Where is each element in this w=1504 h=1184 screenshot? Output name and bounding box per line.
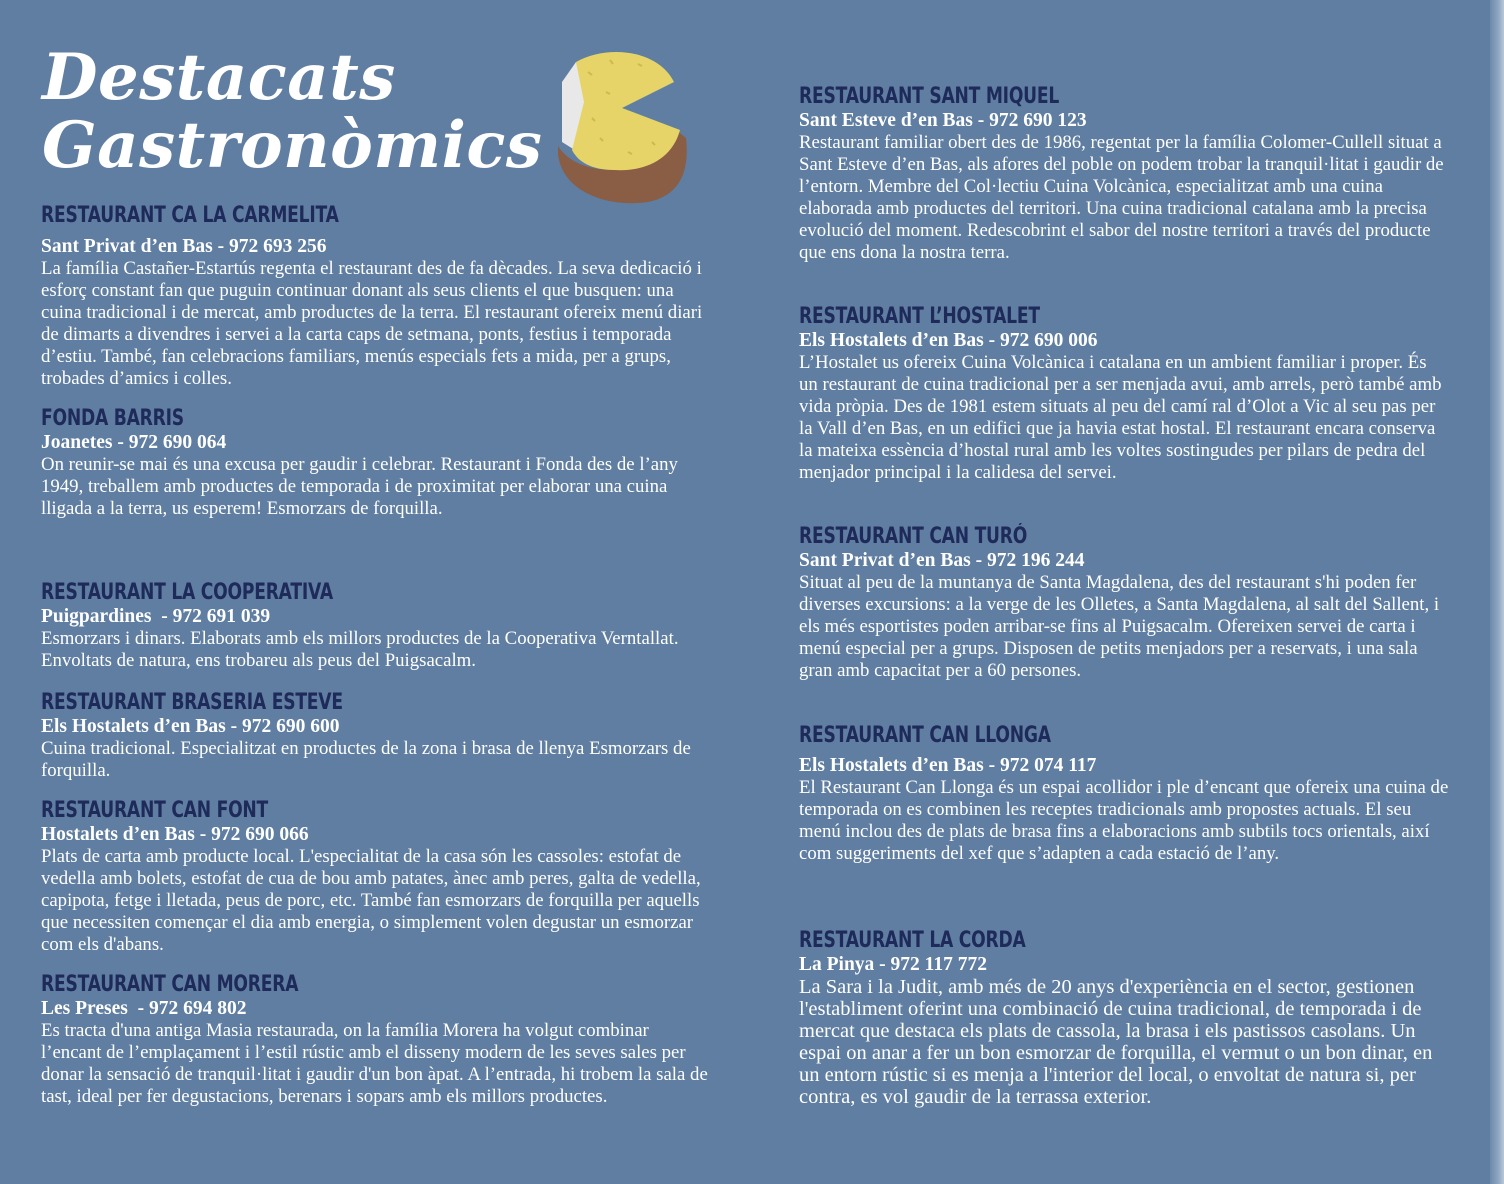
- restaurant-name: FONDA BARRIS: [41, 406, 184, 431]
- restaurant-name: RESTAURANT LA CORDA: [799, 928, 1026, 953]
- restaurant-entry: [799, 304, 1449, 484]
- restaurant-entry: [41, 972, 711, 1108]
- restaurant-contact: Sant Privat d’en Bas - 972 693 256: [41, 236, 327, 257]
- restaurant-description: Cuina tradicional. Especialitzat en productes de la zona i brasa de llenya Esmorzars de forquilla.: [41, 738, 691, 781]
- restaurant-contact: Les Preses - 972 694 802: [41, 998, 247, 1019]
- restaurant-entry: [799, 928, 1449, 1108]
- restaurant-name: RESTAURANT CAN FONT: [41, 798, 269, 823]
- restaurant-entry: [799, 84, 1449, 264]
- restaurant-name: RESTAURANT CAN LLONGA: [799, 723, 1051, 748]
- title-line-2: Gastronòmics: [42, 108, 543, 183]
- restaurant-entry: [41, 406, 711, 520]
- page-title: [42, 40, 543, 183]
- restaurant-entry: [799, 524, 1449, 682]
- restaurant-name: RESTAURANT L’HOSTALET: [799, 304, 1040, 329]
- restaurant-contact: Els Hostalets d’en Bas - 972 074 117: [799, 755, 1097, 776]
- restaurant-name: RESTAURANT CA LA CARMELITA: [41, 203, 339, 228]
- restaurant-contact: Joanetes - 972 690 064: [41, 432, 227, 453]
- restaurant-contact: Sant Esteve d’en Bas - 972 690 123: [799, 110, 1087, 131]
- restaurant-description: La Sara i la Judit, amb més de 20 anys d'experiència en el sector, gestionen l'establiment oferint una combinació de cuina tradicional, de temporada i de mercat que destaca els plats de cassola, la brasa i els pastissos casolans. Un espai on anar a fer un bon esmorzar de forquilla, el vermut o un bon dinar, en un entorn rústic si es menja a l'interior del local, o envoltat de natura si, per contra, es vol gaudir de la terrassa exterior.: [799, 976, 1433, 1108]
- restaurant-name: RESTAURANT CAN TURÓ: [799, 524, 1028, 549]
- restaurant-entry: [41, 690, 711, 782]
- cheese-illustration: [548, 42, 698, 210]
- restaurant-name: RESTAURANT BRASERIA ESTEVE: [41, 690, 343, 715]
- restaurant-contact: Puigpardines - 972 691 039: [41, 606, 271, 627]
- cheese-body: [572, 52, 680, 170]
- restaurant-description: Restaurant familiar obert des de 1986, regentat per la família Colomer-Cullell situat a Sant Esteve d’en Bas, als afores del poble on podem trobar la tranquil·litat i gaudir de l’entorn. Membre del Col·lectiu Cuina Volcànica, especialitzat amb una cuina elaborada amb productes del territori. Una cuina tradicional catalana amb la precisa evolució del moment. Redescobrint el sabor del nostre territori a través del producte que ens dona la nostra terra.: [799, 132, 1444, 263]
- paper-edge: [1490, 0, 1504, 1184]
- restaurant-entry: [41, 798, 711, 956]
- restaurant-description: L’Hostalet us ofereix Cuina Volcànica i catalana en un ambient familiar i proper. És un restaurant de cuina tradicional per a ser menjada avui, amb arrels, però també amb vida pròpia. Des de 1981 estem situats al peu del camí ral d’Olot a Vic al seu pas per la Vall d’en Bas, en un edifici que ja havia estat hostal. El restaurant encara conserva la mateixa essència d’hostal rural amb les voltes sostingudes per pilars de pedra del menjador principal i la calidesa del servei.: [799, 352, 1442, 483]
- restaurant-entry: [41, 580, 711, 672]
- restaurant-entry: [41, 203, 711, 390]
- restaurant-contact: Els Hostalets d’en Bas - 972 690 600: [41, 716, 340, 737]
- restaurant-name: RESTAURANT SANT MIQUEL: [799, 84, 1060, 109]
- restaurant-description: Es tracta d'una antiga Masia restaurada, on la família Morera ha volgut combinar l’encant de l’emplaçament i l’estil rústic amb el disseny modern de les seves sales per donar la sensació de tranquil·litat i gaudir d'un bon àpat. A l’entrada, hi trobem la sala de tast, ideal per fer degustacions, berenars i sopars amb els millors productes.: [41, 1020, 708, 1107]
- restaurant-contact: Sant Privat d’en Bas - 972 196 244: [799, 550, 1085, 571]
- restaurant-contact: Hostalets d’en Bas - 972 690 066: [41, 824, 309, 845]
- restaurant-name: RESTAURANT CAN MORERA: [41, 972, 299, 997]
- restaurant-description: Plats de carta amb producte local. L'especialitat de la casa són les cassoles: estofat de vedella amb bolets, estofat de cua de bou amb patates, ànec amb peres, galta de vedella, capipota, fetge i lletada, peus de porc, etc. També fan esmorzars de forquilla per aquells que necessiten començar el dia amb energia, o simplement volen degustar un esmorzar com els d'abans.: [41, 846, 701, 955]
- title-line-1: Destacats: [42, 40, 396, 115]
- restaurant-description: La família Castañer-Estartús regenta el restaurant des de fa dècades. La seva dedicació i esforç constant fan que puguin continuar donant als seus clients el que busquen: una cuina tradicional i de mercat, amb productes de la terra. El restaurant ofereix menú diari de dimarts a divendres i servei a la carta caps de setmana, ponts, festius i temporada d’estiu. També, fan celebracions familiars, menús especials fets a mida, per a grups, trobades d’amics i colles.: [41, 258, 703, 389]
- restaurant-description: El Restaurant Can Llonga és un espai acollidor i ple d’encant que ofereix una cuina de temporada on es combinen les receptes tradicionals amb propostes actuals. El seu menú inclou des de plats de brasa fins a elaboracions amb subtils tocs orientals, així com suggeriments del xef que s’adapten a cada estació de l’any.: [799, 777, 1449, 864]
- restaurant-entry: [799, 723, 1449, 865]
- restaurant-description: Situat al peu de la muntanya de Santa Magdalena, des del restaurant s'hi poden fer diverses excursions: a la verge de les Olletes, a Santa Magdalena, al salt del Sallent, i els més esportistes poden arribar-se fins al Puigsacalm. Ofereixen servei de carta i menú especial per a grups. Disposen de petits menjadors per a reservats, i una sala gran amb capacitat per a 60 persones.: [799, 572, 1440, 681]
- restaurant-name: RESTAURANT LA COOPERATIVA: [41, 580, 333, 605]
- restaurant-description: On reunir-se mai és una excusa per gaudir i celebrar. Restaurant i Fonda des de l’any 1949, treballem amb productes de temporada i de proximitat per elaborar una cuina lligada a la terra, us esperem! Esmorzars de forquilla.: [41, 454, 678, 519]
- restaurant-contact: La Pinya - 972 117 772: [799, 954, 987, 975]
- restaurant-contact: Els Hostalets d’en Bas - 972 690 006: [799, 330, 1098, 351]
- restaurant-description: Esmorzars i dinars. Elaborats amb els millors productes de la Cooperativa Verntallat. Envoltats de natura, ens trobareu als peus del Puigsacalm.: [41, 628, 679, 671]
